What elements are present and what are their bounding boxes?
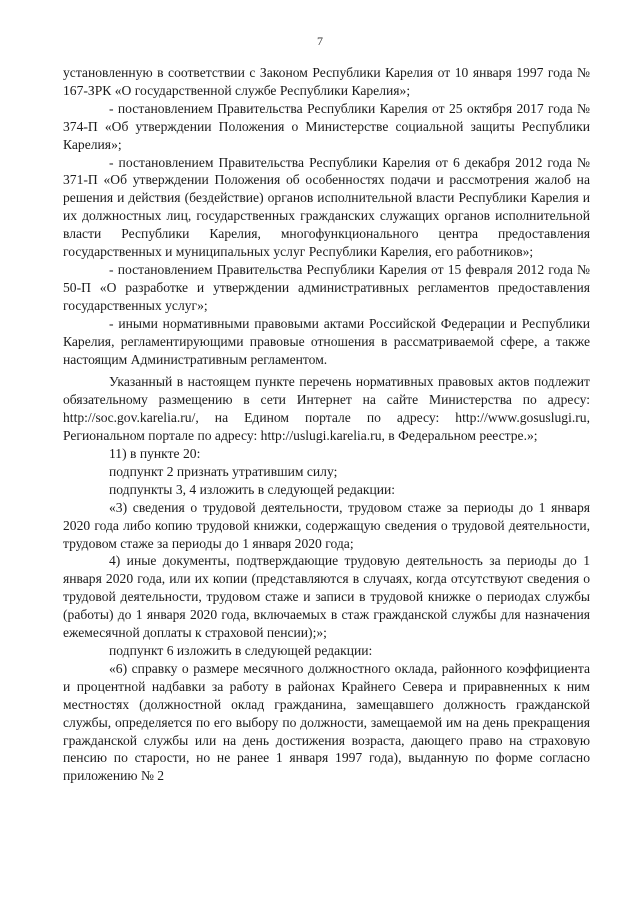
- paragraph: - иными нормативными правовыми актами Российской Федерации и Республики Карелия, регламентирующими правовые отношения в рассматриваемой сфере, а также настоящим Административным регламентом.: [63, 315, 590, 367]
- paragraph: подпункт 2 признать утратившим силу;: [109, 463, 338, 479]
- paragraph: - постановлением Правительства Республики Карелия от 25 октября 2017 года № 374-П «Об утверждении Положения о Министерстве социальной защиты Республики Карелия»;: [63, 100, 590, 152]
- paragraph: подпункты 3, 4 изложить в следующей редакции:: [109, 481, 396, 497]
- paragraph: 11) в пункте 20:: [109, 446, 201, 462]
- document-body: [63, 64, 590, 785]
- paragraph: «3) сведения о трудовой деятельности, трудовом стаже за периоды до 1 января 2020 года либо копию трудовой книжки, содержащую сведения о трудовой деятельности, трудовом стаже за периоды до 1 января 2020 года;: [63, 499, 590, 551]
- paragraph: 4) иные документы, подтверждающие трудовую деятельность за периоды до 1 января 2020 года, или их копии (представляются в случаях, когда отсутствуют сведения о трудовой деятельности, трудовом стаже и записи в трудовой книжке о периодах службы (работы) до 1 января 2020 года, включаемых в стаж гражданской службы для назначения ежемесячной доплаты к страховой пенсии);»;: [63, 553, 590, 641]
- paragraph: установленную в соответствии с Законом Республики Карелия от 10 января 1997 года № 167-ЗРК «О государственной службе Республики Карелия»;: [63, 65, 590, 98]
- paragraph: - постановлением Правительства Республики Карелия от 15 февраля 2012 года № 50-П «О разработке и утверждении административных регламентов предоставления государственных услуг»;: [63, 261, 590, 313]
- page-number: 7: [317, 34, 323, 48]
- paragraph: подпункт 6 изложить в следующей редакции:: [109, 643, 373, 658]
- paragraph: «6) справку о размере месячного должностного оклада, районного коэффициента и процентной надбавки за работу в районах Крайнего Севера и приравненных к ним местностях (должностной оклад гражданина, замещавшего должность гражданской службы, определяется по его выбору по должности, замещаемой им на день прекращения гражданской службы или на день достижения возраста, дающего право на страховую пенсию по старости, но не ранее 1 января 1997 года), выданную по форме согласно приложению № 2: [63, 660, 590, 784]
- paragraph: - постановлением Правительства Республики Карелия от 6 декабря 2012 года № 371-П «Об утверждении Положения об особенностях подачи и рассмотрения жалоб на решения и действия (бездействие) органов исполнительной власти Республики Карелия и их должностных лиц, государственных гражданских служащих органов исполнительной власти Республики Карелия, многофункционального центра предоставления государственных и муниципальных услуг Республики Карелия, его работников»;: [63, 154, 590, 260]
- paragraph: Указанный в настоящем пункте перечень нормативных правовых актов подлежит обязательному размещению в сети Интернет на сайте Министерства по адресу: http://soc.gov.karelia.ru/, на Едином портале по адресу: http://www.gosuslugi.ru, Региональном портале по адресу: http://uslugi.karelia.ru, в Федеральном реестре.»;: [63, 374, 590, 444]
